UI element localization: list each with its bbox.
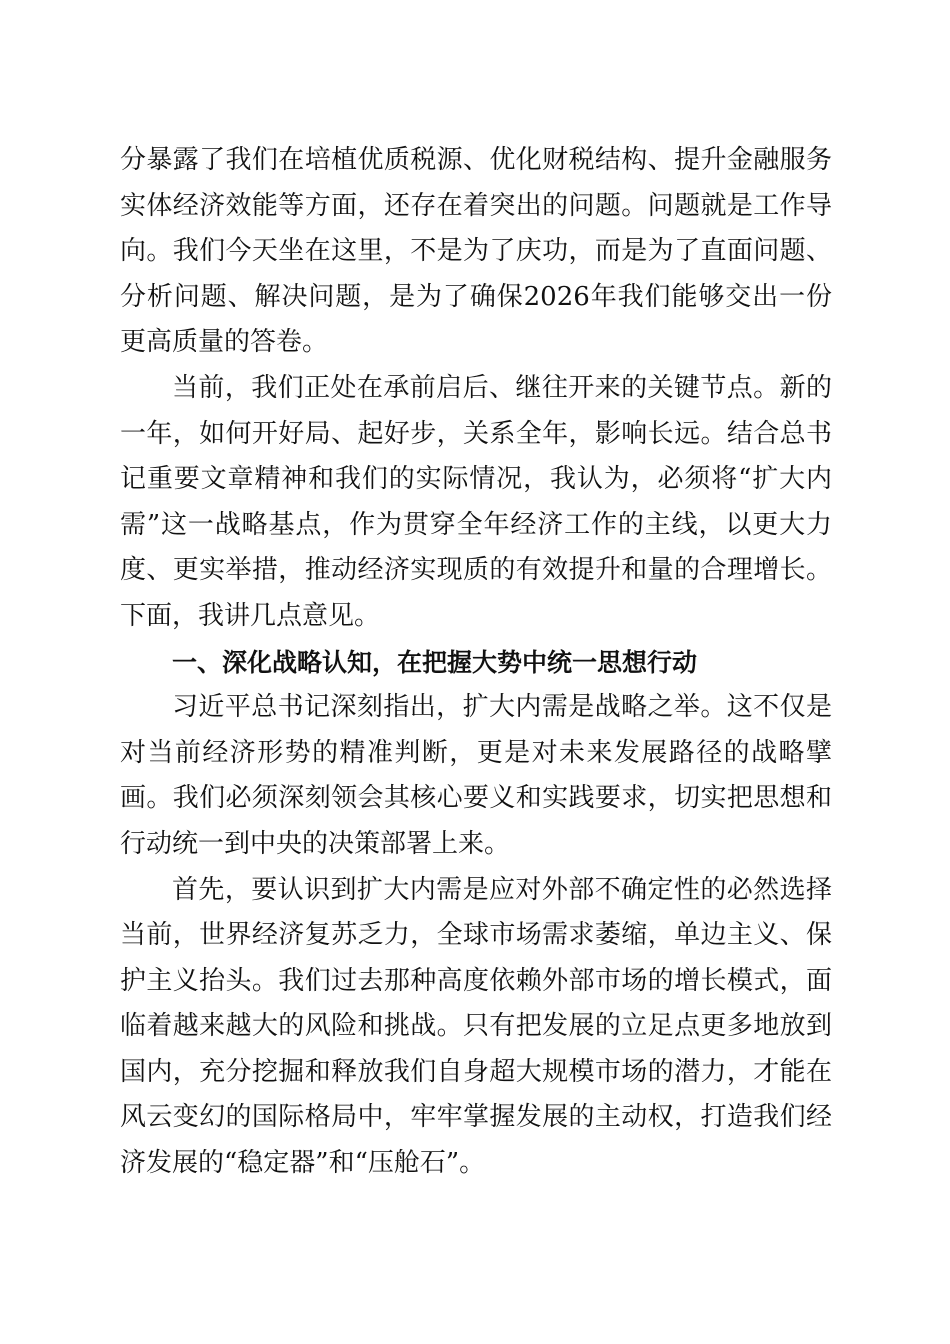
paragraph: 当前，我们正处在承前启后、继往开来的关键节点。新的一年，如何开好局、起好步，关系全年，影响长远。结合总书记重要文章精神和我们的实际情况，我认为，必须将“扩大内需”这一战略基点，作为贯穿全年经济工作的主线，以更大力度、更实举措，推动经济实现质的有效提升和量的合理增长。下面，我讲几点意见。 [120,372,832,631]
paragraph: 首先，要认识到扩大内需是应对外部不确定性的必然选择当前，世界经济复苏乏力，全球市场需求萎缩，单边主义、保护主义抬头。我们过去那种高度依赖外部市场的增长模式，面临着越来越大的风险和挑战。只有把发展的立足点更多地放到国内，充分挖掘和释放我们自身超大规模市场的潜力，才能在风云变幻的国际格局中，牢牢掌握发展的主动权，打造我们经济发展的“稳定器”和“压舱石”。 [120,874,832,1179]
document-body [120,138,832,1187]
paragraph: 习近平总书记深刻指出，扩大内需是战略之举。这不仅是对当前经济形势的精准判断，更是对未来发展路径的战略擘画。我们必须深刻领会其核心要义和实践要求，切实把思想和行动统一到中央的决策部署上来。 [120,692,832,859]
paragraph: 分暴露了我们在培植优质税源、优化财税结构、提升金融服务实体经济效能等方面，还存在着突出的问题。问题就是工作导向。我们今天坐在这里，不是为了庆功，而是为了直面问题、分析问题、解决问题，是为了确保2026年我们能够交出一份更高质量的答卷。 [120,145,832,358]
section-heading: 一、深化战略认知，在把握大势中统一思想行动 [172,647,698,677]
